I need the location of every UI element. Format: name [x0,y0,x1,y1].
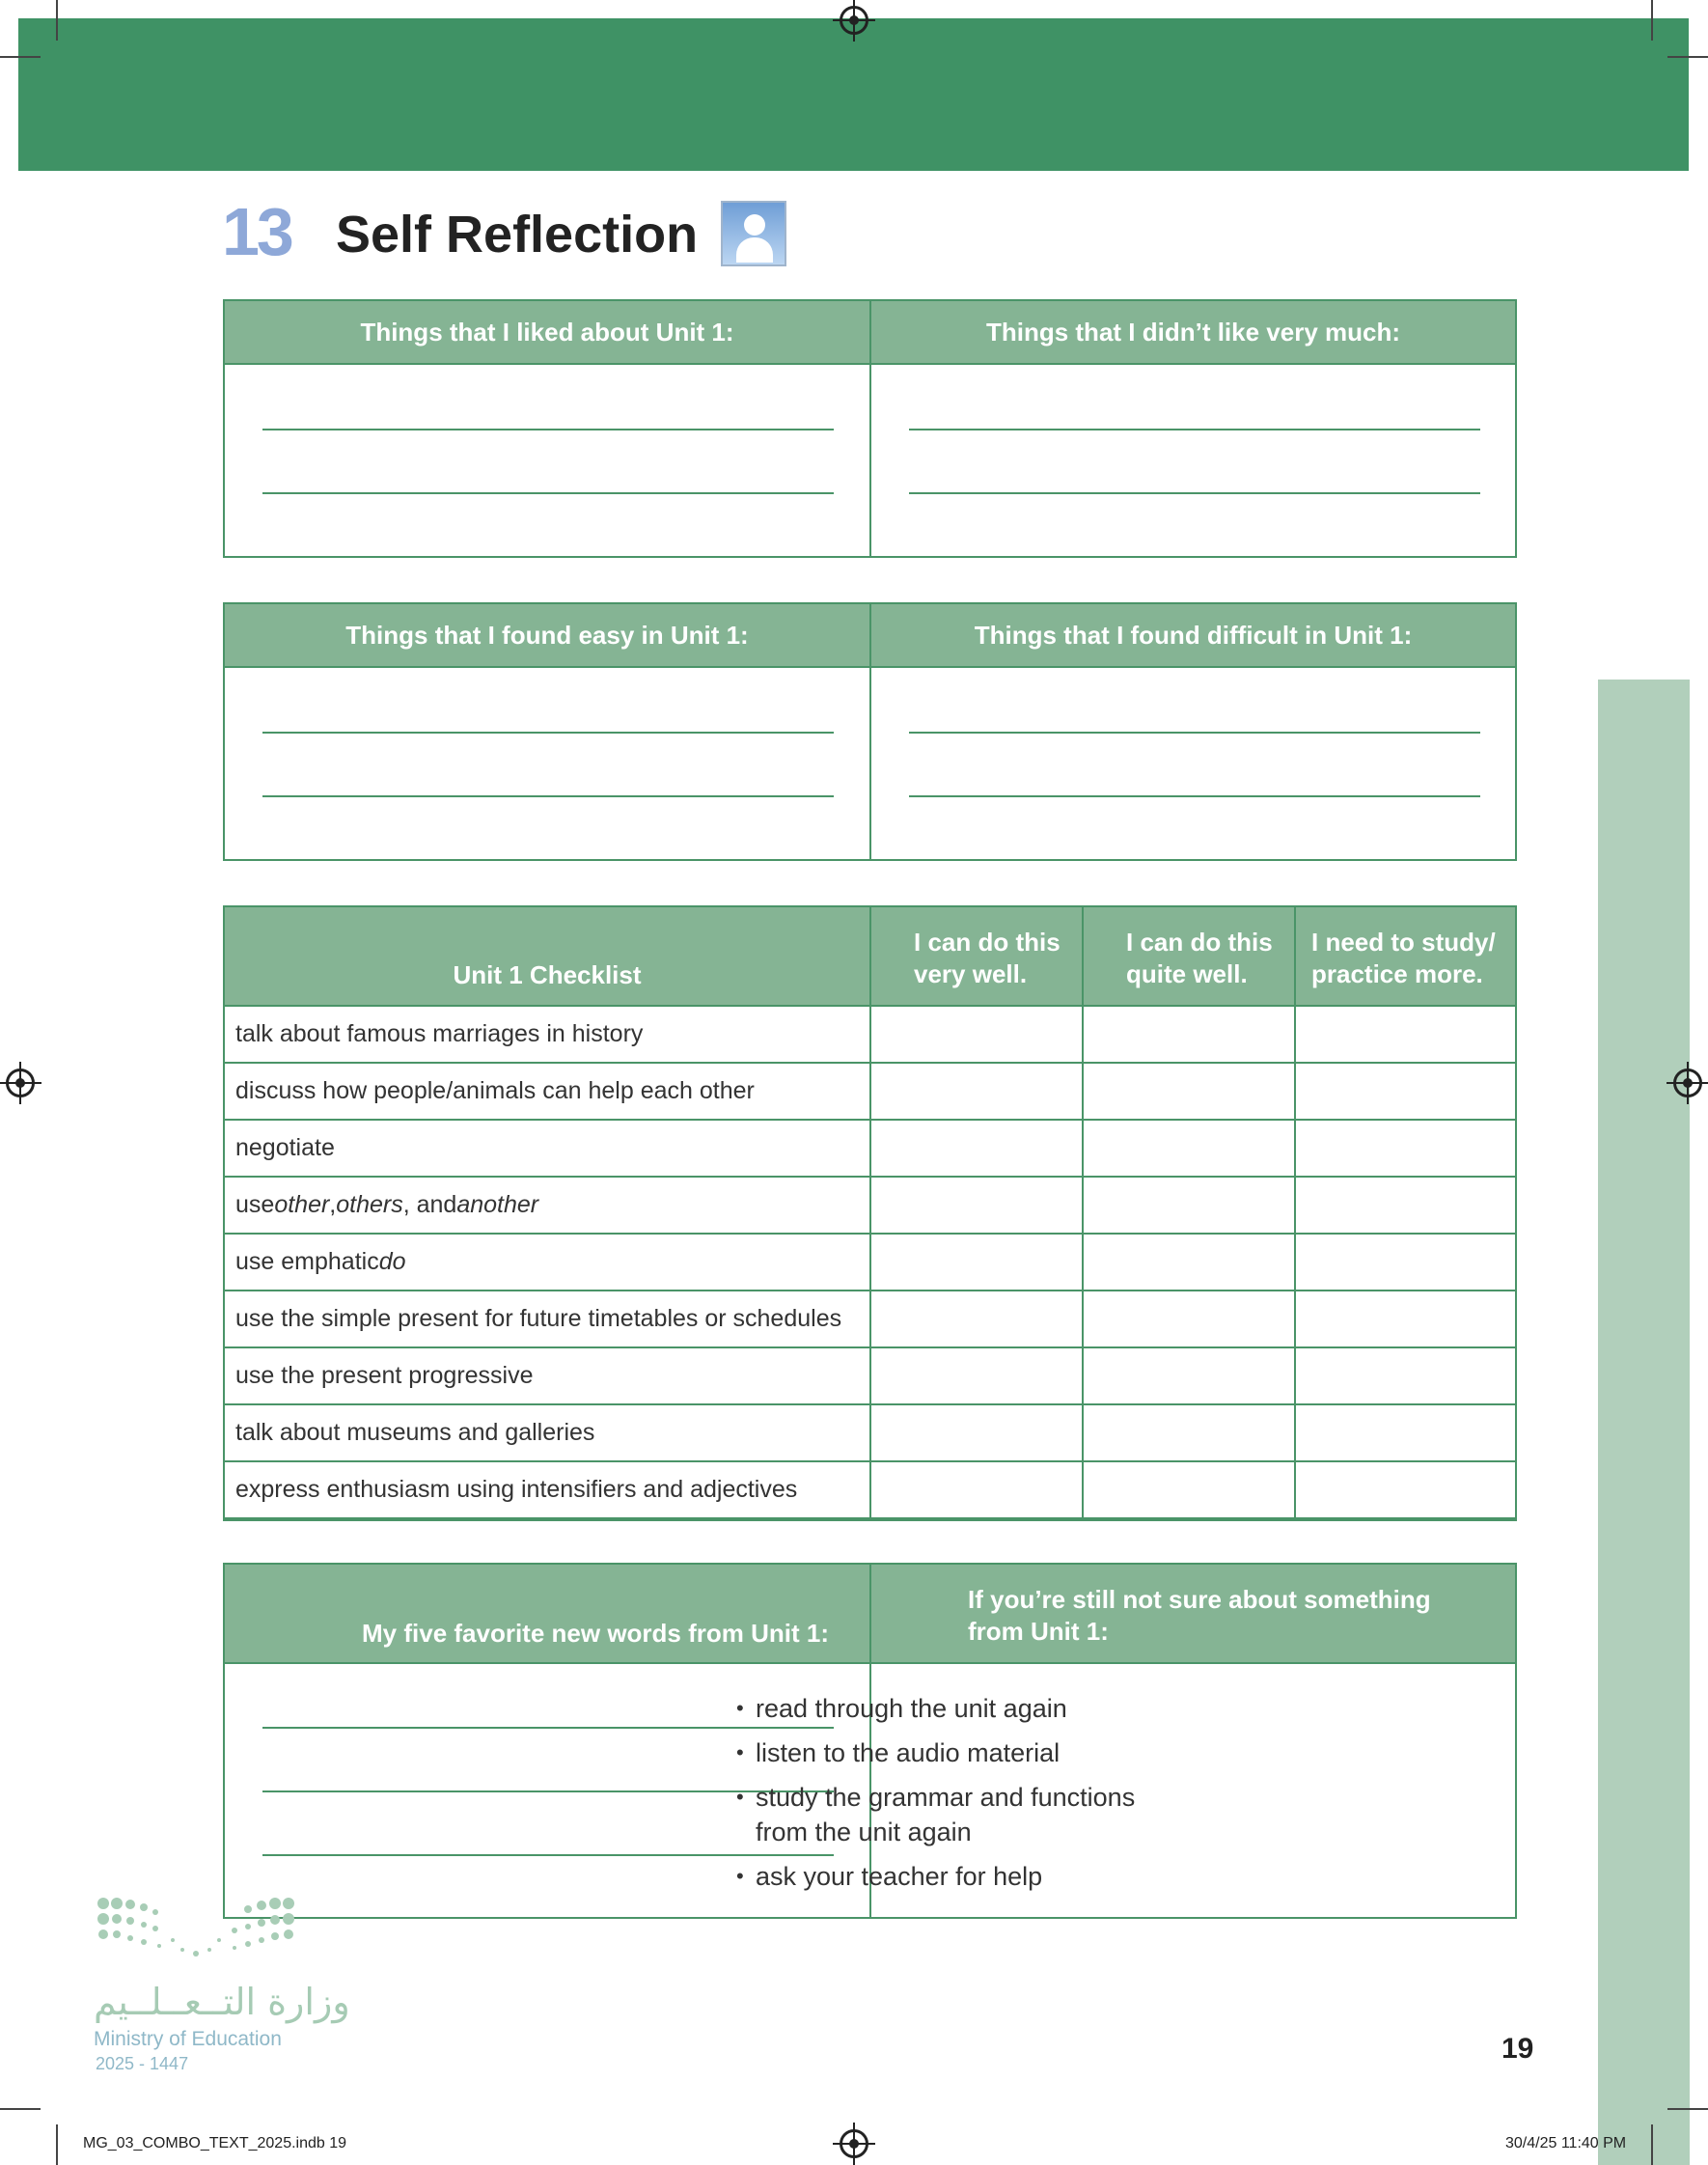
easy-header: Things that I found easy in Unit 1: [345,620,749,650]
registration-mark-icon [1673,1069,1702,1097]
header-line: I can do this [914,928,1061,957]
write-line[interactable] [909,492,1480,494]
checklist-item [235,1235,406,1290]
ministry-english-name: Ministry of Education [94,2028,282,2050]
item-text-italic: another [456,1191,539,1218]
difficult-header: Things that I found difficult in Unit 1: [974,620,1413,650]
write-line[interactable] [262,492,834,494]
item-text: use emphatic [235,1248,379,1275]
ministry-logo-icon [96,1896,300,1963]
section-number: 13 [222,194,291,269]
crop-mark [0,56,41,58]
registration-mark-icon [840,6,868,35]
checklist-title: Unit 1 Checklist [453,960,642,989]
crop-mark [1667,2108,1708,2110]
tip-item: • read through the unit again [736,1691,1135,1726]
crop-mark [56,2124,58,2165]
liked-disliked-table [223,299,1517,558]
checklist-item [235,1178,538,1233]
header-line: practice more. [1311,959,1483,988]
col-very-well-header [871,907,1082,1005]
favorite-words-header: My five favorite new words from Unit 1: [362,1619,829,1648]
disliked-header: Things that I didn’t like very much: [985,317,1401,347]
registration-mark-icon [840,2129,868,2158]
student-avatar-icon [721,201,786,266]
checklist-item: use the simple present for future timetables or schedules [235,1305,842,1332]
checklist-item: negotiate [235,1134,335,1161]
unit-checklist-table [223,905,1517,1521]
tip-item: • listen to the audio material [736,1735,1135,1770]
item-text-italic: other [274,1191,330,1218]
side-strip [1598,680,1690,2165]
crop-mark [0,2108,41,2110]
ministry-arabic-name: وزارة التــعــلــيم [94,1981,350,2023]
write-line[interactable] [262,732,834,734]
not-sure-header [871,1565,1515,1662]
crop-mark [1651,0,1653,41]
tip-line: from the unit again [756,1818,972,1846]
page-number: 19 [1501,2033,1534,2065]
checklist-item: use the present progressive [235,1362,534,1389]
column-divider [869,301,871,556]
header-line: from Unit 1: [968,1617,1109,1646]
tip-item [736,1780,1135,1849]
column-divider [869,907,871,1519]
crop-mark [1651,2124,1653,2165]
checklist-item: express enthusiasm using intensifiers and adjectives [235,1476,798,1503]
header-line: quite well. [1126,959,1248,988]
item-text: , and [402,1191,457,1218]
item-text-italic: do [378,1248,406,1275]
crop-mark [1667,56,1708,58]
header-line: If you’re still not sure about something [968,1585,1431,1614]
write-line[interactable] [262,429,834,430]
column-divider [1294,907,1296,1519]
slug-date: 30/4/25 11:40 PM [1505,2135,1627,2151]
col-need-practice-header [1296,907,1515,1005]
tip-item: • ask your teacher for help [736,1859,1135,1894]
write-line[interactable] [262,795,834,797]
header-line: I need to study/ [1311,928,1496,957]
item-text: , [329,1191,337,1218]
write-line[interactable] [909,429,1480,430]
tip-line: • study the grammar and functions [756,1783,1136,1812]
item-text: use [235,1191,275,1218]
tips-list [736,1691,1135,1903]
liked-header: Things that I liked about Unit 1: [360,317,734,347]
header-line: very well. [914,959,1028,988]
item-text-italic: others [336,1191,403,1218]
ministry-year: 2025 - 1447 [96,2054,189,2073]
header-line: I can do this [1126,928,1273,957]
write-line[interactable] [909,795,1480,797]
col-quite-well-header [1084,907,1294,1005]
write-line[interactable] [909,732,1480,734]
column-divider [869,604,871,859]
column-divider [1082,907,1084,1519]
section-title: Self Reflection [336,206,699,264]
checklist-item: discuss how people/animals can help each other [235,1077,755,1104]
checklist-item: talk about famous marriages in history [235,1020,644,1047]
slug-file: MG_03_COMBO_TEXT_2025.indb 19 [83,2135,347,2151]
crop-mark [56,0,58,41]
checklist-item: talk about museums and galleries [235,1419,595,1446]
easy-difficult-table [223,602,1517,861]
registration-mark-icon [6,1069,35,1097]
